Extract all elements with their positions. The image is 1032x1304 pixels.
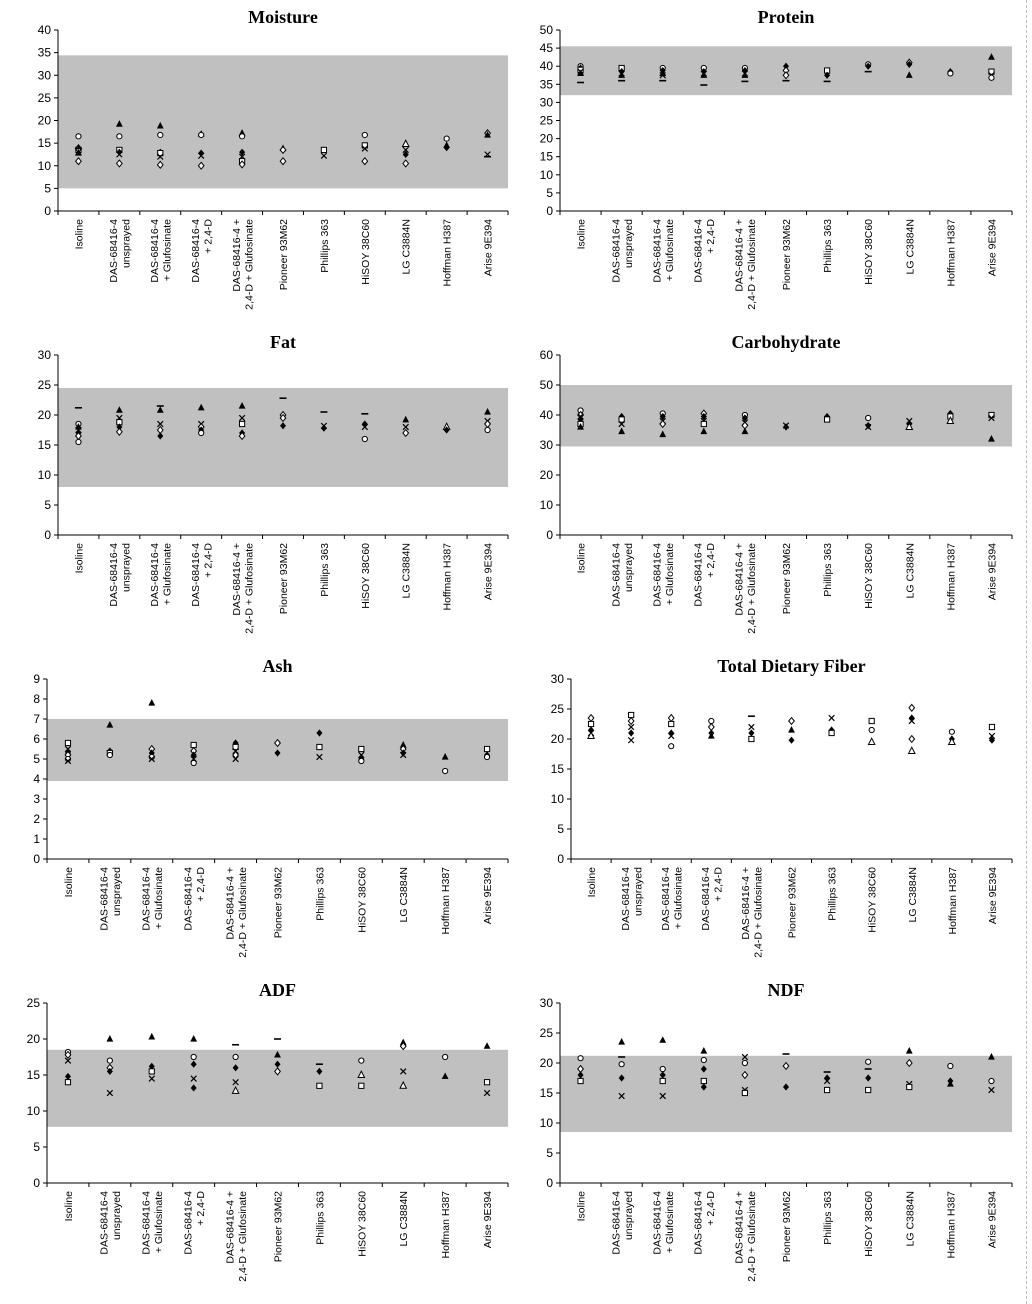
data-point-open-circle [484,754,489,759]
data-point-open-square [619,417,624,422]
y-tick-label: 5 [546,1146,553,1160]
data-point-open-circle [869,727,874,732]
x-tick-label: LG C3884N [400,219,413,275]
x-tick-label: Pioneer 93M62 [781,1191,793,1263]
chart-fat [38,332,508,634]
data-point-filled-triangle [106,1035,113,1042]
y-tick-label: 30 [539,438,553,452]
x-tick-label: Isoline [586,867,599,898]
data-point-open-triangle [909,747,915,753]
x-tick-label: HiSOY 38C60 [866,867,879,933]
data-point-open-circle [233,1054,238,1059]
x-tick-label: Isoline [575,1191,588,1222]
data-point-open-square [65,1080,70,1085]
x-tick-label: Pioneer 93M62 [781,219,793,291]
x-tick-label: DAS-68416-4unsprayed [610,219,635,283]
data-point-open-square [869,718,874,723]
data-point-open-square [317,1083,322,1088]
data-point-open-circle [444,136,449,141]
y-tick-label: 40 [539,59,553,74]
reference-range-band [58,55,508,188]
x-tick-label: DAS-68416-4+ Glufosinate [651,543,676,607]
x-tick-label: Isoline [73,219,86,250]
y-tick-label: 25 [550,702,564,716]
data-point-open-square [149,1069,154,1074]
data-point-filled-triangle [148,1033,155,1040]
data-point-open-square [321,147,326,152]
x-tick-label: DAS-68416-4+ Glufosinate [651,1191,676,1255]
x-tick-label: DAS-68416-4+ Glufosinate [149,219,174,283]
x-tick-label: Arise 9E394 [986,543,999,601]
y-tick-label: 8 [33,692,40,706]
x-tick-label: Phillips 363 [822,219,835,273]
x-tick-label: Hoffman H387 [945,219,958,287]
x-tick-label: Hoffman H387 [441,219,454,287]
y-tick-label: 0 [557,852,564,866]
chart-adf [27,980,508,1282]
y-tick-label: 20 [26,1032,40,1046]
chart-ash [33,656,508,958]
data-point-cross [829,715,835,721]
y-tick-label: 20 [539,131,553,146]
x-tick-label: Pioneer 93M62 [786,867,799,939]
y-tick-label: 9 [33,672,40,686]
x-tick-label: LG C3884N [398,867,411,923]
y-tick-label: 5 [546,185,553,200]
x-tick-label: Pioneer 93M62 [272,867,285,939]
data-point-open-square [484,1080,489,1085]
x-tick-label: DAS-68416-4+ Glufosinate [140,1191,166,1255]
data-point-open-diamond [588,715,594,722]
data-point-open-circle [660,1066,665,1071]
chart-protein [540,7,1012,310]
y-tick-label: 20 [539,468,553,482]
y-tick-label: 30 [37,68,51,83]
data-point-open-circle [359,1058,364,1063]
y-tick-label: 25 [37,90,51,105]
data-point-open-circle [191,1054,196,1059]
data-point-open-circle [76,439,81,444]
y-tick-label: 25 [539,1026,553,1040]
x-tick-label: LG C3884N [400,543,413,599]
data-point-open-square [866,1087,871,1092]
x-tick-label: Phillips 363 [826,867,839,921]
y-tick-label: 0 [546,1176,553,1190]
data-point-open-circle [989,1078,994,1083]
x-tick-label: Isoline [575,543,588,574]
x-tick-label: HiSOY 38C60 [359,219,372,285]
x-tick-label: DAS-68416-4+ Glufosinate [651,219,676,283]
y-tick-label: 5 [44,498,51,512]
x-tick-label: DAS-68416-4+ 2,4-D [189,543,215,607]
x-tick-label: Pioneer 93M62 [272,1191,285,1263]
x-tick-label: LG C3884N [398,1191,411,1247]
y-tick-label: 15 [539,1086,553,1100]
x-tick-label: Isoline [73,543,86,574]
data-point-cross [749,724,755,730]
x-tick-label: DAS-68416-4unsprayed [610,1191,635,1255]
data-point-filled-triangle [788,726,795,733]
y-tick-label: 0 [546,528,553,542]
x-tick-label: Arise 9E394 [986,219,999,277]
data-point-open-circle [948,1063,953,1068]
x-tick-label: DAS-68416-4+ 2,4-D [692,543,718,607]
data-point-cross [628,737,634,743]
x-tick-label: DAS-68416-4+ 2,4-D [692,219,718,283]
data-point-open-circle [485,427,490,432]
y-tick-label: 3 [33,792,40,806]
x-tick-label: HiSOY 38C60 [863,543,876,609]
data-point-open-circle [443,768,448,773]
y-tick-label: 25 [26,996,40,1010]
x-tick-label: HiSOY 38C60 [356,867,369,933]
data-point-open-circle [669,744,674,749]
data-point-open-circle [989,75,994,80]
data-point-open-square [824,417,829,422]
data-point-filled-triangle [906,1047,913,1054]
y-tick-label: 10 [37,468,51,482]
data-point-open-square [829,730,834,735]
x-tick-label: Hoffman H387 [441,543,454,611]
x-tick-label: DAS-68416-4+ 2,4-D [182,1191,207,1255]
x-tick-label: DAS-68416-4+ 2,4-D [700,867,725,931]
x-tick-label: Phillips 363 [314,867,327,921]
data-point-open-circle [107,752,112,757]
x-tick-label: LG C3884N [904,1191,917,1247]
x-tick-label: Hoffman H387 [440,1191,453,1259]
data-point-open-square [701,1078,706,1083]
y-tick-label: 50 [539,378,553,392]
x-tick-label: DAS-68416-4 +2,4-D + Glufosinate [740,867,765,958]
chart-title: Protein [757,7,815,27]
y-tick-label: 15 [550,762,564,776]
x-tick-label: DAS-68416-4 +2,4-D + Glufosinate [224,1191,249,1282]
data-point-open-circle [949,729,954,734]
data-point-open-circle [76,134,81,139]
y-tick-label: 10 [26,1104,40,1118]
chart-title: Carbohydrate [731,332,841,352]
y-tick-label: 10 [539,498,553,512]
data-point-open-diamond [909,704,915,711]
data-point-open-square [578,1078,583,1083]
reference-range-band [560,385,1012,447]
x-tick-label: HiSOY 38C60 [356,1191,369,1257]
x-tick-label: DAS-68416-4+ 2,4-D [189,219,215,283]
x-tick-label: Arise 9E394 [986,1191,999,1249]
x-tick-label: DAS-68416-4+ 2,4-D [692,1191,718,1255]
x-tick-label: DAS-68416-4 +2,4-D + Glufosinate [224,867,249,958]
data-point-open-diamond [668,715,674,722]
chart-carbohydrate [540,332,1012,634]
data-point-filled-triangle [484,1042,491,1049]
y-tick-label: 60 [539,348,553,362]
chart-title: ADF [259,980,296,1000]
y-tick-label: 25 [37,378,51,392]
x-tick-label: DAS-68416-4unsprayed [98,1191,124,1255]
y-tick-label: 45 [539,41,553,56]
x-tick-label: Pioneer 93M62 [278,219,290,291]
y-tick-label: 40 [37,23,51,37]
chart-title: NDF [767,980,805,1000]
x-tick-label: DAS-68416-4 +2,4-D + Glufosinate [230,543,256,634]
x-tick-label: HiSOY 38C60 [863,219,876,285]
data-point-open-circle [191,760,196,765]
data-point-open-square [317,744,322,749]
data-point-open-circle [948,71,953,76]
x-tick-label: DAS-68416-4unsprayed [619,867,645,931]
y-tick-label: 2 [33,812,40,826]
data-point-filled-triangle [700,1047,707,1054]
y-tick-label: 0 [44,204,51,218]
x-tick-label: Phillips 363 [822,1191,835,1245]
data-point-open-square [359,1083,364,1088]
y-tick-label: 10 [550,792,564,806]
x-tick-label: DAS-68416-4 +2,4-D + Glufosinate [733,219,759,310]
x-tick-label: Arise 9E394 [482,1191,495,1249]
data-point-filled-triangle [618,1038,625,1045]
x-tick-label: Isoline [575,219,588,250]
data-point-open-diamond [628,718,634,725]
x-tick-label: Pioneer 93M62 [781,543,793,615]
y-tick-label: 15 [37,438,51,452]
data-point-open-square [359,746,364,751]
data-point-open-circle [117,134,122,139]
x-tick-label: DAS-68416-4+ Glufosinate [140,867,166,931]
data-point-open-square [742,1090,747,1095]
x-tick-label: DAS-68416-4+ 2,4-D [182,867,207,931]
x-tick-label: DAS-68416-4unsprayed [108,543,133,607]
x-tick-label: HiSOY 38C60 [359,543,372,609]
page-edge [1026,0,1032,1304]
data-point-open-circle [866,1059,871,1064]
data-point-open-diamond [789,718,795,725]
data-point-open-triangle [868,738,874,744]
data-point-open-diamond [709,724,715,731]
y-tick-label: 1 [33,832,40,846]
data-point-open-circle [199,430,204,435]
y-tick-label: 40 [539,408,553,422]
data-point-filled-triangle [190,1035,197,1042]
data-point-open-circle [443,1054,448,1059]
x-tick-label: DAS-68416-4 +2,4-D + Glufosinate [230,219,256,310]
x-tick-label: Hoffman H387 [945,1191,958,1259]
x-tick-label: Hoffman H387 [440,867,453,935]
x-tick-label: Phillips 363 [822,543,835,597]
chart-total-dietary-fiber [551,656,1012,958]
x-tick-label: Hoffman H387 [946,867,959,935]
data-point-filled-triangle [659,1036,666,1043]
chart-title: Ash [262,656,293,676]
chart-ndf [540,980,1012,1282]
data-point-open-circle [107,1058,112,1063]
x-tick-label: LG C3884N [904,543,917,599]
data-point-open-square [669,721,674,726]
y-tick-label: 10 [539,167,553,182]
y-tick-label: 50 [539,23,553,37]
y-tick-label: 10 [37,158,51,173]
y-tick-label: 15 [539,149,553,164]
y-tick-label: 4 [33,772,40,786]
y-tick-label: 0 [33,1176,40,1190]
data-point-open-circle [158,132,163,137]
chart-title: Fat [270,332,296,352]
y-tick-label: 5 [33,752,40,766]
y-tick-label: 30 [37,348,51,362]
x-tick-label: LG C3884N [906,867,919,923]
y-tick-label: 20 [37,408,51,422]
data-point-filled-diamond [748,729,754,736]
data-point-open-circle [239,134,244,139]
x-tick-label: Phillips 363 [318,543,331,597]
y-tick-label: 25 [539,113,553,128]
y-tick-label: 15 [26,1068,40,1082]
data-point-open-square [65,740,70,745]
x-tick-label: LG C3884N [904,219,917,275]
x-tick-label: DAS-68416-4unsprayed [98,867,124,931]
y-tick-label: 0 [33,852,40,866]
y-tick-label: 35 [37,45,51,60]
y-tick-label: 30 [550,672,564,686]
x-tick-label: DAS-68416-4 +2,4-D + Glufosinate [733,1191,759,1282]
data-point-open-square [484,746,489,751]
data-point-open-square [239,421,244,426]
y-tick-label: 20 [37,113,51,128]
y-tick-label: 0 [546,204,553,218]
y-tick-label: 30 [539,996,553,1010]
data-point-open-square [907,1084,912,1089]
y-tick-label: 5 [33,1140,40,1154]
chart-title: Total Dietary Fiber [717,656,866,676]
x-tick-label: DAS-68416-4+ Glufosinate [149,543,174,607]
x-tick-label: Isoline [62,867,75,898]
chart-moisture [38,7,508,310]
y-tick-label: 20 [550,732,564,746]
y-tick-label: 10 [539,1116,553,1130]
y-tick-label: 5 [44,181,51,196]
data-point-open-square [749,736,754,741]
x-tick-label: Arise 9E394 [482,867,495,925]
data-point-open-diamond [909,736,915,743]
x-tick-label: Phillips 363 [314,1191,327,1245]
chart-title: Moisture [248,7,318,27]
reference-range-band [58,388,508,487]
x-tick-label: DAS-68416-4unsprayed [610,543,635,607]
y-tick-label: 7 [33,712,40,726]
y-tick-label: 6 [33,732,40,746]
x-tick-label: DAS-68416-4unsprayed [108,219,133,283]
data-point-open-circle [359,758,364,763]
data-point-open-circle [866,415,871,420]
x-tick-label: Pioneer 93M62 [278,543,290,615]
x-tick-label: HiSOY 38C60 [863,1191,876,1257]
data-point-filled-diamond [628,729,634,736]
data-point-open-square [701,421,706,426]
y-tick-label: 20 [539,1056,553,1070]
y-tick-label: 5 [557,822,564,836]
x-tick-label: Phillips 363 [318,219,331,273]
x-tick-label: DAS-68416-4 +2,4-D + Glufosinate [733,543,759,634]
data-point-open-circle [362,132,367,137]
x-tick-label: Arise 9E394 [986,867,999,925]
y-tick-label: 0 [44,528,51,542]
data-point-open-circle [199,132,204,137]
data-point-open-circle [742,1060,747,1065]
data-point-filled-diamond [789,737,795,744]
y-tick-label: 30 [539,95,553,110]
x-tick-label: Arise 9E394 [482,219,495,277]
data-point-open-square [824,1087,829,1092]
data-point-open-square [660,1078,665,1083]
data-point-open-circle [578,1056,583,1061]
data-point-filled-triangle [148,699,155,706]
x-tick-label: Hoffman H387 [945,543,958,611]
data-point-open-square [989,724,994,729]
data-point-open-square [588,721,593,726]
y-tick-label: 15 [37,136,51,151]
data-point-open-circle [619,1062,624,1067]
data-point-open-circle [362,436,367,441]
data-point-open-circle [701,1057,706,1062]
x-tick-label: DAS-68416-4+ Glufosinate [659,867,685,931]
x-tick-label: Arise 9E394 [482,543,495,601]
y-tick-label: 35 [539,77,553,92]
x-tick-label: Isoline [62,1191,75,1222]
